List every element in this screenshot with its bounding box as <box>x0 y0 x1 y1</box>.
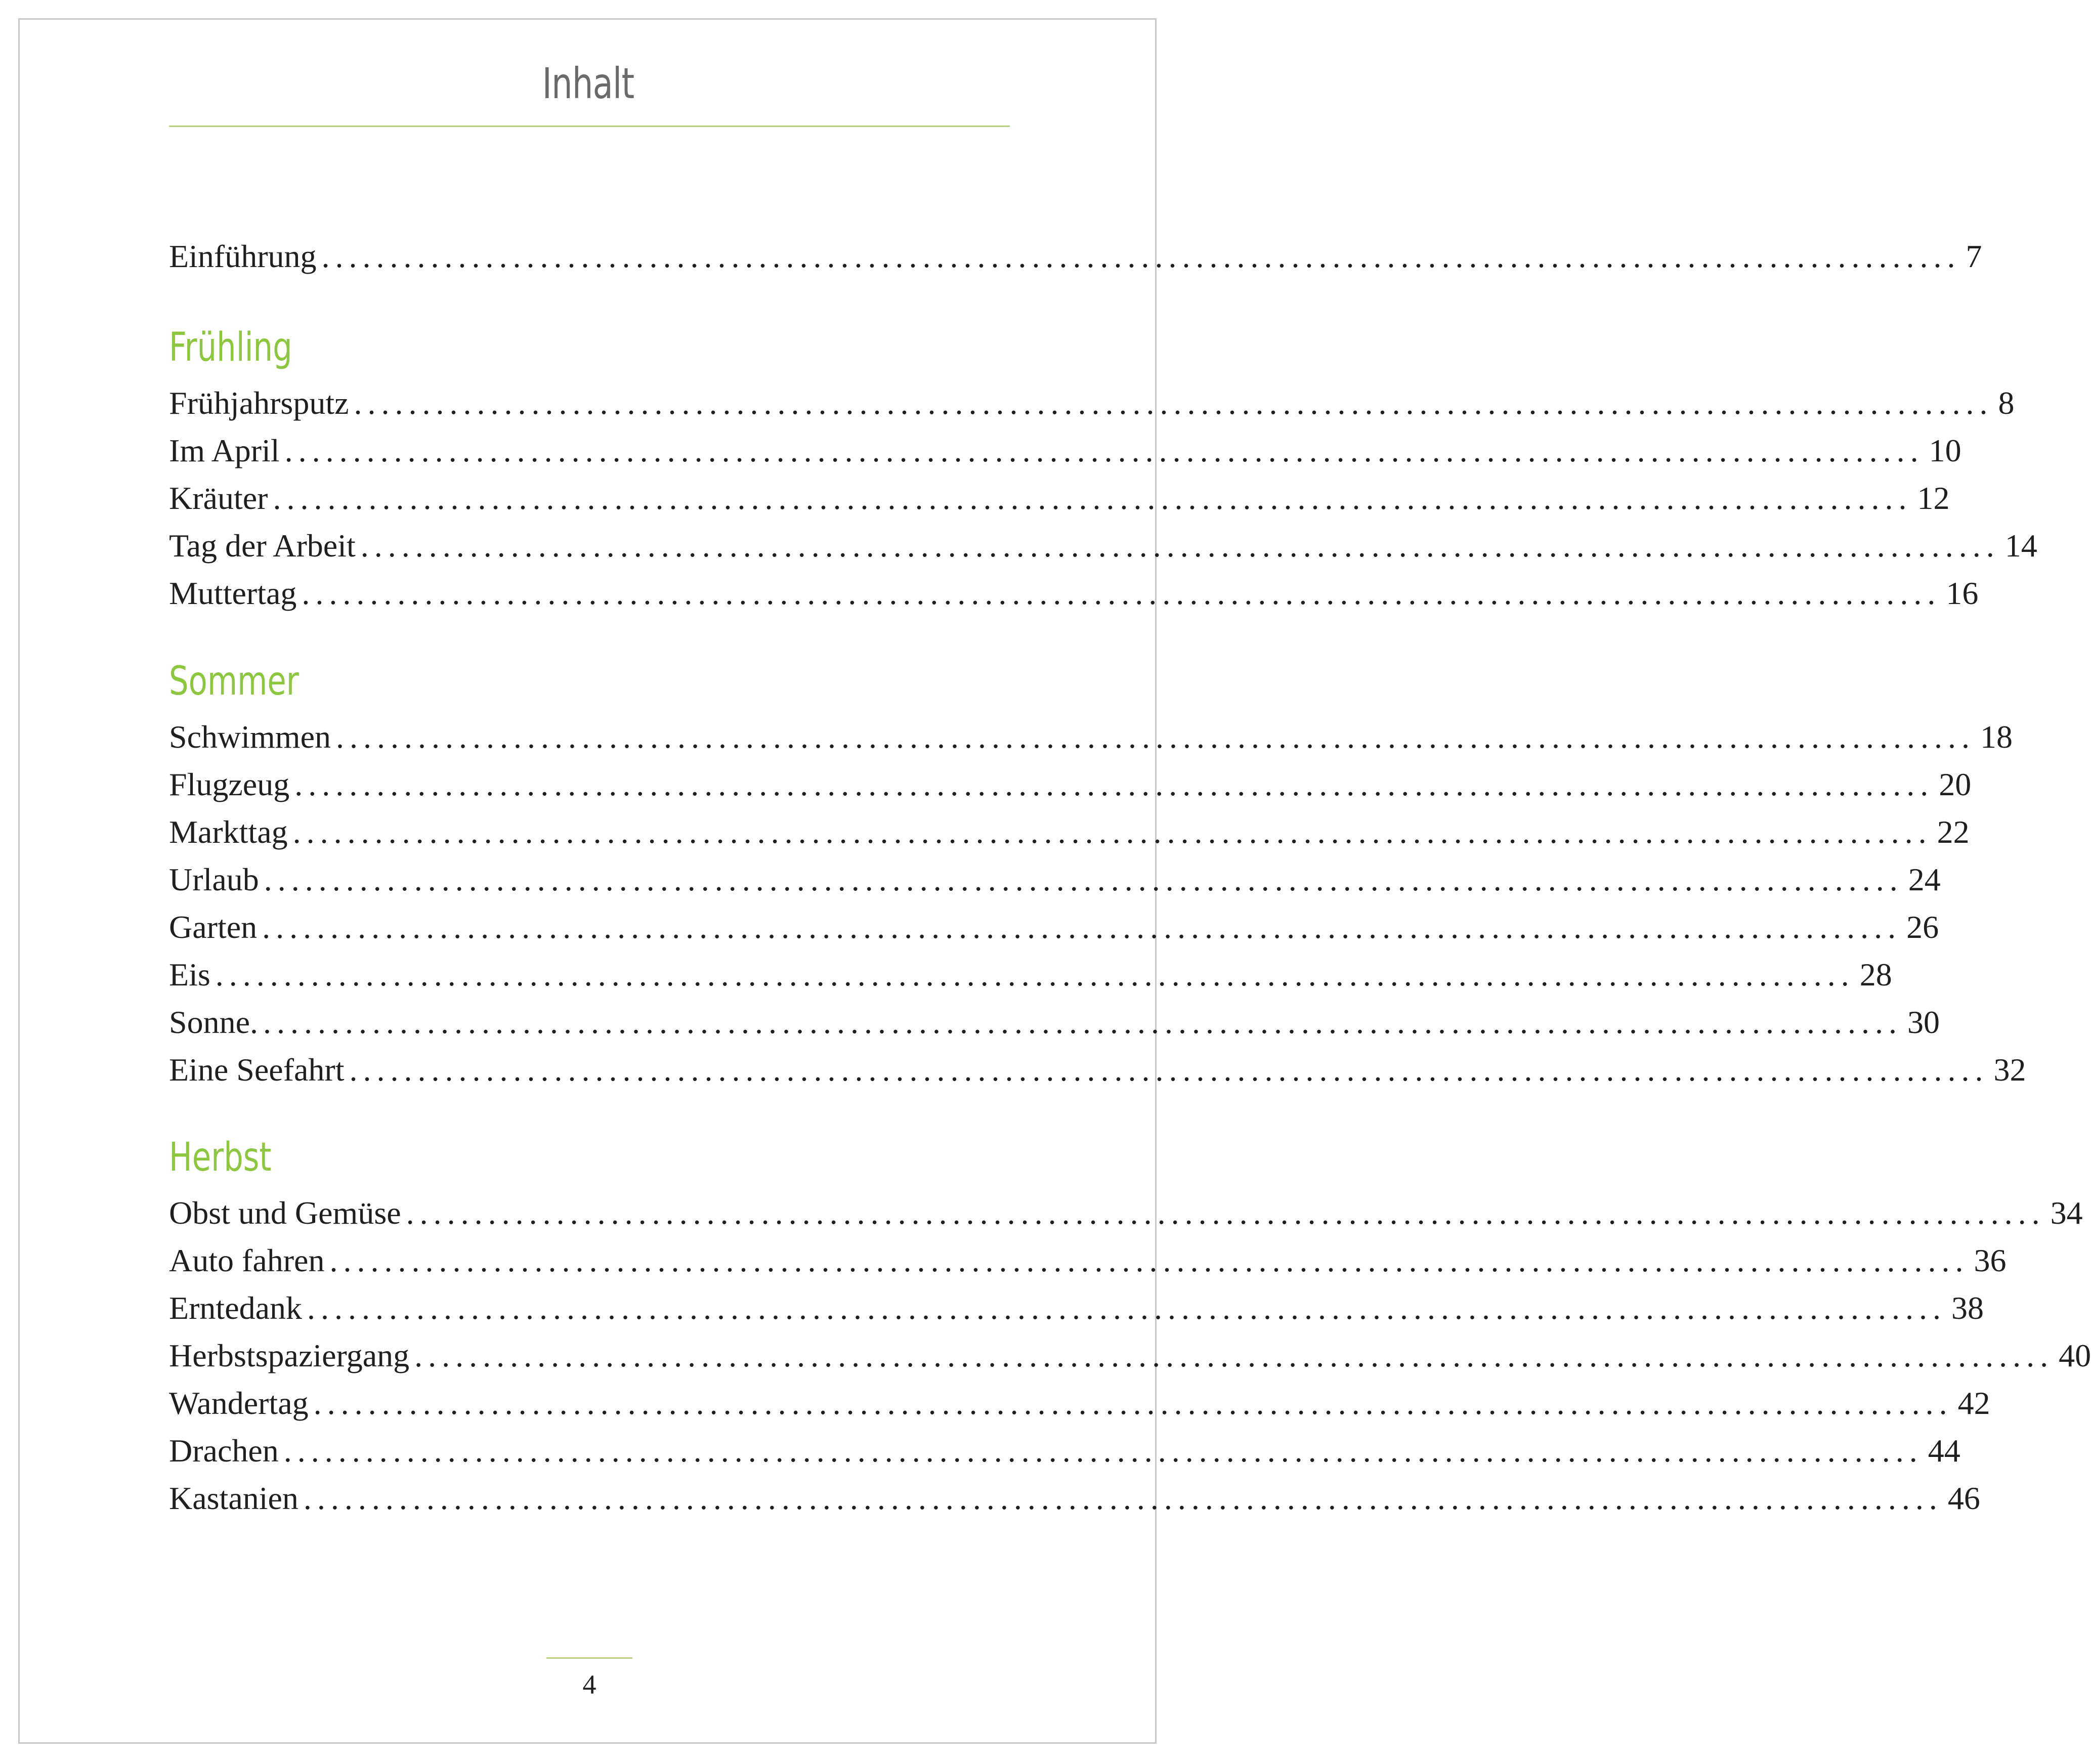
toc-entry-page: 8 <box>1998 385 2015 421</box>
dot-leader: ........................................................................................................................ <box>273 480 1912 516</box>
toc-entry-label: Urlaub <box>169 862 259 897</box>
toc-entry[interactable] <box>169 808 1970 856</box>
toc-entry[interactable] <box>169 475 1950 522</box>
toc-entry-label: Eis <box>169 957 210 993</box>
dot-leader: ........................................................................................................................ <box>321 238 1961 274</box>
toc-entry-label: Drachen <box>169 1433 279 1469</box>
toc-entry-page: 34 <box>2050 1195 2083 1231</box>
toc-entry-page: 18 <box>1980 719 2013 755</box>
toc-entry-page: 12 <box>1917 480 1950 516</box>
title-divider <box>169 125 1010 127</box>
toc-entry[interactable] <box>169 999 1940 1046</box>
toc-entry-page: 7 <box>1966 238 1982 274</box>
toc-entry-page: 14 <box>2004 528 2037 564</box>
toc-entry-label: Garten <box>169 909 258 945</box>
toc-entry-page: 40 <box>2059 1338 2091 1373</box>
toc-entry[interactable] <box>169 1475 1980 1522</box>
toc-entry-label: Herbstspaziergang <box>169 1338 410 1373</box>
toc-entry-label: Einführung <box>169 238 317 274</box>
toc-entry-page: 46 <box>1947 1480 1980 1516</box>
toc-entry-label: Muttertag <box>169 575 297 611</box>
toc-entry[interactable] <box>169 1284 1984 1332</box>
dot-leader: ........................................................................................................................ <box>354 385 1993 421</box>
toc-entry-label: Auto fahren <box>169 1242 325 1278</box>
footer-divider <box>546 1657 632 1659</box>
dot-leader: ........................................................................................................................ <box>292 814 1932 850</box>
dot-leader: ........................................................................................................................ <box>329 1242 1969 1278</box>
toc-entry-page: 42 <box>1957 1385 1990 1421</box>
toc-entry-label: Wandertag <box>169 1385 309 1421</box>
toc-entry-page: 44 <box>1928 1433 1960 1469</box>
toc-entry-page: 32 <box>1993 1052 2026 1088</box>
toc-entry-label: Sonne. <box>169 1004 258 1040</box>
dot-leader: ........................................................................................................................ <box>360 528 2000 564</box>
toc-entry[interactable] <box>169 761 1972 808</box>
toc-entry-label: Flugzeug <box>169 766 290 802</box>
toc-entry-label: Schwimmen <box>169 719 331 755</box>
toc-entry[interactable] <box>169 1237 2007 1284</box>
toc-entry-label: Kastanien <box>169 1480 298 1516</box>
dot-leader: ........................................................................................................................ <box>294 766 1934 802</box>
toc-entry[interactable] <box>169 427 1961 475</box>
toc-entry[interactable] <box>169 1046 2026 1094</box>
toc-entry-label: Eine Seefahrt <box>169 1052 345 1088</box>
dot-leader: ........................................................................................................................ <box>302 575 1941 611</box>
page-number: 4 <box>582 1669 596 1700</box>
toc-entry-label: Obst und Gemüse <box>169 1195 401 1231</box>
toc-entry-label: Tag der Arbeit <box>169 528 356 564</box>
dot-leader: ........................................................................................................................ <box>307 1290 1946 1326</box>
section-heading-1: Sommer <box>169 659 299 704</box>
toc-entry-label: Erntedank <box>169 1290 302 1326</box>
toc-entry-label: Im April <box>169 433 280 468</box>
toc-entry[interactable] <box>169 1332 2091 1380</box>
dot-leader: ........................................................................................................................ <box>406 1195 2045 1231</box>
toc-entry[interactable] <box>169 951 1892 999</box>
toc-entry-page: 20 <box>1939 766 1972 802</box>
toc-entry[interactable] <box>169 1189 2083 1237</box>
toc-entry-page: 22 <box>1937 814 1970 850</box>
dot-leader: ........................................................................................................................ <box>215 957 1855 993</box>
dot-leader: ........................................................................................................................ <box>313 1385 1953 1421</box>
toc-entry-page: 26 <box>1906 909 1939 945</box>
toc-entry-label: Markttag <box>169 814 288 850</box>
page-title: Inhalt <box>542 59 634 108</box>
toc-entry-page: 38 <box>1951 1290 1984 1326</box>
toc-entry[interactable] <box>169 903 1939 951</box>
dot-leader: ........................................................................................................................ <box>262 909 1902 945</box>
toc-entry-page: 36 <box>1974 1242 2007 1278</box>
dot-leader: ........................................................................................................................ <box>335 719 1975 755</box>
dot-leader: ........................................................................................................................ <box>264 862 1903 897</box>
toc-entry[interactable] <box>169 379 2015 427</box>
toc-entry[interactable] <box>169 570 1979 617</box>
toc-entry-label: Frühjahrsputz <box>169 385 349 421</box>
section-heading-0: Frühling <box>169 325 292 370</box>
dot-leader: ........................................................................................................................ <box>263 1004 1902 1040</box>
toc-entry-page: 30 <box>1907 1004 1940 1040</box>
toc-entry[interactable] <box>169 856 1941 903</box>
dot-leader: ........................................................................................................................ <box>283 1433 1923 1469</box>
dot-leader: ........................................................................................................................ <box>414 1338 2054 1373</box>
toc-entry-label: Kräuter <box>169 480 268 516</box>
toc-entry[interactable] <box>169 713 2013 761</box>
toc-entry[interactable] <box>169 1380 1990 1427</box>
toc-entry[interactable] <box>169 1427 1960 1475</box>
dot-leader: ........................................................................................................................ <box>349 1052 1989 1088</box>
toc-entry-page: 10 <box>1929 433 1961 468</box>
toc-entry-intro[interactable] <box>169 233 1982 280</box>
dot-leader: ........................................................................................................................ <box>303 1480 1943 1516</box>
toc-entry-page: 16 <box>1946 575 1979 611</box>
toc-entry[interactable] <box>169 522 2037 570</box>
dot-leader: ........................................................................................................................ <box>284 433 1924 468</box>
toc-entry-page: 24 <box>1908 862 1941 897</box>
section-heading-2: Herbst <box>169 1135 272 1180</box>
toc-entry-page: 28 <box>1859 957 1892 993</box>
